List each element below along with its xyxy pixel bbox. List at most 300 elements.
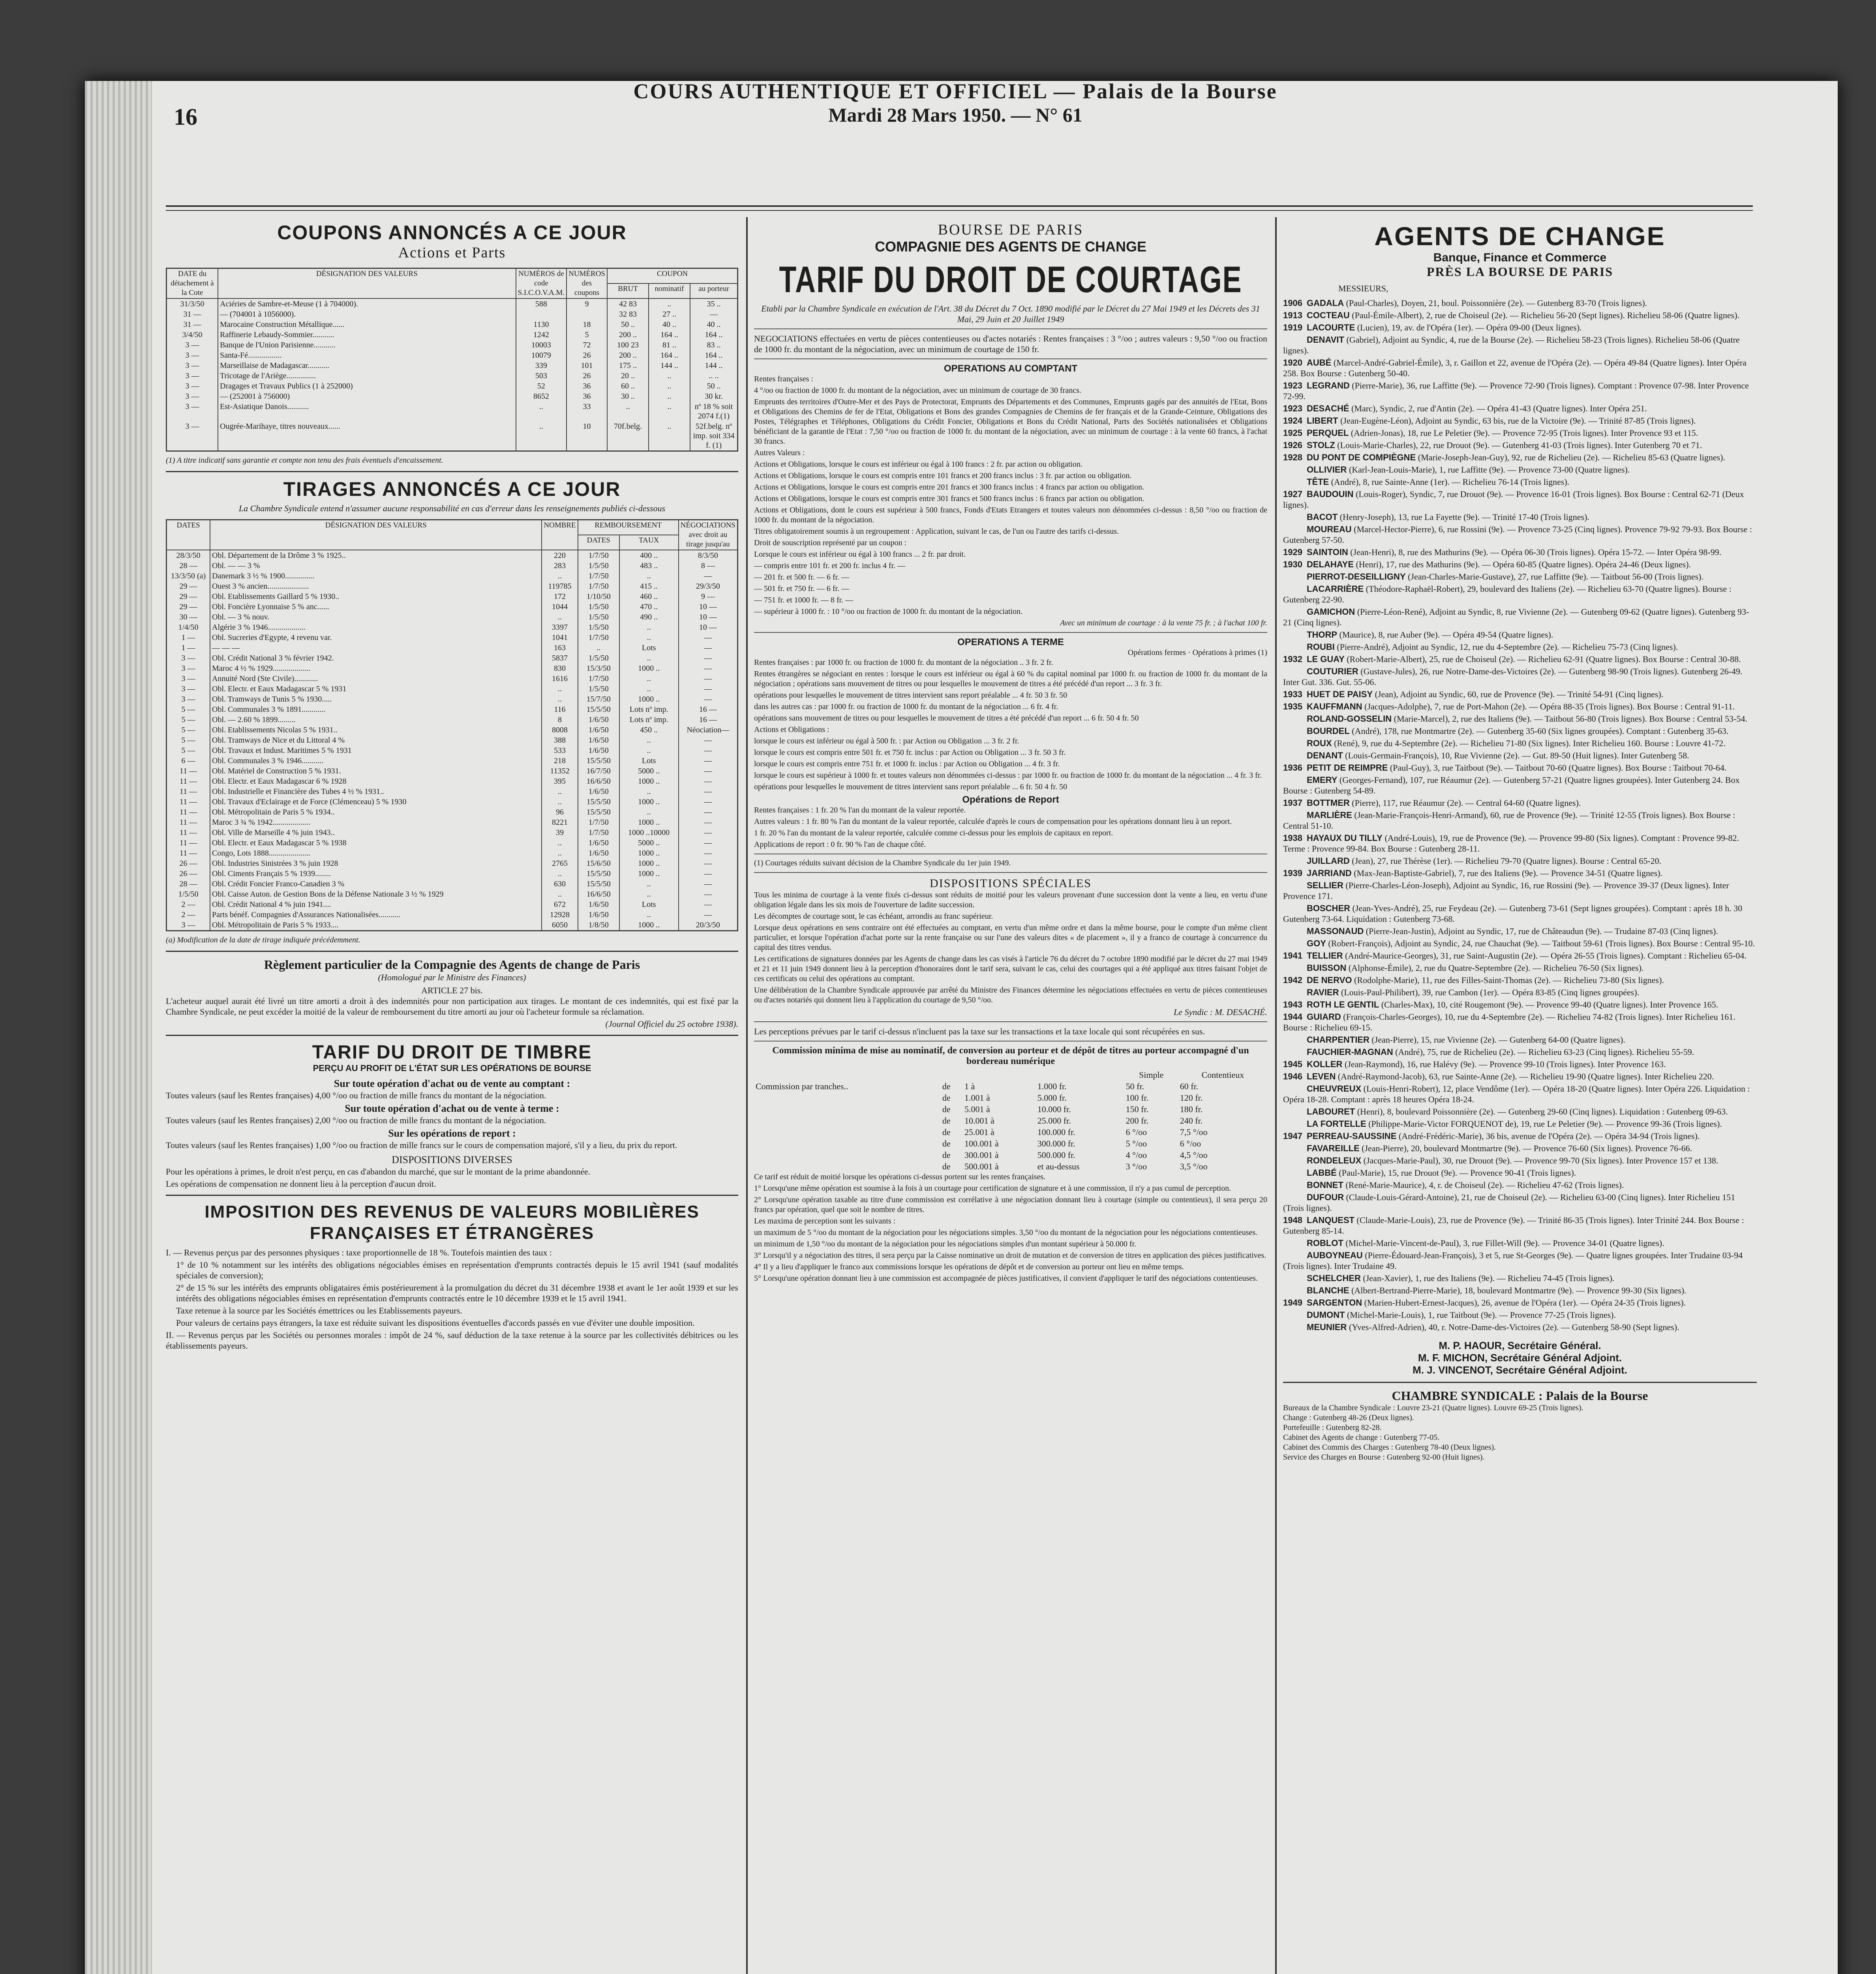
commission-row	[754, 1092, 1267, 1103]
courtage-negociations: NEGOCIATIONS effectuées en vertu de pièces contentieuses ou d'actes notariés : Rentes françaises : 3 °/oo ; autres valeurs : 9,50 °/oo ou fraction de 1000 fr. du montant de la négociation, avec un minimum de courtage de 150 fr.	[754, 334, 1267, 354]
commission-label	[754, 1161, 941, 1172]
table-cell: ..	[649, 402, 690, 421]
agent-year: 1928	[1283, 452, 1302, 462]
agent-details: (Rodolphe-Marie), 11, rue des Filles-Saint-Thomas (2e). — Richelieu 73-80 (Six lignes).	[1352, 975, 1664, 985]
agent-name: LEVEN	[1307, 1071, 1336, 1081]
agent-entry	[1283, 999, 1757, 1010]
table-cell: 395	[542, 776, 578, 786]
table-cell: 29 —	[167, 591, 210, 602]
agent-year: 1926	[1283, 440, 1302, 450]
agent-details: (Jacques-Adolphe), 7, rue de Port-Mahon (2e). — Opéra 88-35 (Trois lignes). Box Bourse : Central 91-11.	[1362, 702, 1735, 711]
table-cell: Obl. Ciments Français 5 % 1939........	[210, 869, 542, 879]
table-cell: 1041	[542, 632, 578, 643]
table-cell: 1/7/50	[578, 550, 619, 561]
table-cell: Danemark 3 ½ % 1900...............	[210, 571, 542, 581]
comptant-line: Droit de souscription représenté par un coupon :	[754, 539, 907, 547]
agent-entry	[1283, 726, 1757, 736]
imposition-text: 1° de 10 % notamment sur les intérêts des obligations négociables émises en représentation d'emprunts contractés depuis le 15 avril 1941 (sauf modalités spéciales de conversion);	[176, 1260, 738, 1280]
table-cell: 27 ..	[649, 309, 690, 319]
agent-year: 1945	[1283, 1059, 1302, 1069]
agent-entry	[1283, 1250, 1757, 1271]
table-cell: Obl. Etablissements Nicolas 5 % 1931..	[210, 725, 542, 735]
agent-name: RONDELEUX	[1307, 1156, 1362, 1165]
agent-entry	[1283, 322, 1757, 333]
timbre-text: Toutes valeurs (sauf les Rentes françaises) 1,00 °/oo ou fraction de mille francs sur le cours de compensation majoré, s'il y a lieu, du prix du report.	[166, 1140, 677, 1150]
table-cell: 3 —	[167, 920, 210, 931]
table-cell: Lots	[619, 756, 679, 766]
report-lines	[754, 805, 1267, 850]
coupon-group-header: COUPON	[607, 268, 738, 284]
agent-name: DUFOUR	[1307, 1192, 1344, 1202]
col-header: NUMÉROS des coupons	[567, 268, 607, 299]
table-cell: ..	[619, 786, 679, 797]
table-cell: 5000 ..	[619, 838, 679, 848]
commission-cell: 3 °/oo	[1126, 1162, 1147, 1171]
table-cell: 3397	[542, 622, 578, 632]
table-cell: ..	[542, 848, 578, 858]
agent-name: GADALA	[1307, 298, 1344, 308]
table-cell: — (252001 à 756000)	[218, 391, 516, 402]
terme-col-primes: Opérations à primes (1)	[1192, 648, 1267, 657]
agent-name: COCTEAU	[1307, 310, 1350, 320]
agent-details: (Paul-Marie), 15, rue Drouot (9e). — Provence 90-41 (Trois lignes).	[1336, 1168, 1576, 1178]
commission-cell: 25.001 à	[964, 1127, 994, 1137]
table-cell: ..	[542, 694, 578, 704]
table-cell: 11 —	[167, 786, 210, 797]
table-cell: 1/8/50	[578, 920, 619, 931]
table-cell: 1616	[542, 674, 578, 684]
comptant-line: Rentes françaises :	[754, 375, 813, 383]
terme-title: OPERATIONS A TERME	[957, 637, 1064, 647]
table-cell: 1/5/50	[167, 889, 210, 899]
table-cell: 30 kr.	[690, 391, 738, 402]
table-cell: 8008	[542, 725, 578, 735]
agent-name: DESACHÉ	[1307, 403, 1349, 413]
commission-row	[754, 1081, 1267, 1092]
agents-list	[1283, 298, 1757, 1332]
coupons-table	[166, 268, 738, 452]
agent-name: BOTTMER	[1307, 798, 1350, 808]
agent-year: 1920	[1283, 358, 1302, 368]
commission-cell: 150 fr.	[1126, 1104, 1149, 1114]
reglement-subtitle: (Homologué par le Ministre des Finances)	[378, 972, 526, 982]
agent-details: (Yves-Alfred-Adrien), 40, r. Notre-Dame-des-Victoires (2e). — Gutenberg 58-90 (Sept lignes).	[1347, 1322, 1679, 1332]
agent-name: LA FORTELLE	[1307, 1119, 1366, 1129]
report-line: 1 fr. 20 % l'an du montant de la valeur reportée, calculée comme ci-dessus pour les emplois de capitaux en report.	[754, 829, 1113, 837]
table-cell: 1/10/50	[578, 591, 619, 602]
table-cell: 10079	[516, 350, 567, 360]
agent-year: 1930	[1283, 559, 1302, 569]
courtage-footnote: (1) Courtages réduits suivant décision de la Chambre Syndicale du 1er juin 1949.	[754, 859, 1011, 867]
table-cell: 415 ..	[619, 581, 679, 591]
table-cell: 1000 ..	[619, 920, 679, 931]
commission-note: Les maxima de perception sont les suivants :	[754, 1217, 896, 1225]
page-header	[166, 79, 1745, 126]
table-cell: 5 —	[167, 725, 210, 735]
agent-name: DE NERVO	[1307, 975, 1352, 985]
agent-name: SELLIER	[1307, 880, 1343, 890]
agent-entry	[1283, 856, 1757, 866]
table-cell: 52	[516, 381, 567, 391]
agent-entry	[1283, 750, 1757, 761]
agent-name: DU PONT DE COMPIÈGNE	[1307, 452, 1416, 462]
table-cell: —	[679, 684, 738, 694]
col-header: NUMÉROS de code S.I.C.O.V.A.M.	[516, 268, 567, 299]
table-cell: 1000 ..	[619, 869, 679, 879]
commission-note: 2° Lorsqu'une opération taxable au titre d'une commission est corrélative à une négociation donnant lieu à courtage (simple ou contentieux), il sera perçu 20 francs par opération, quel que soit le nombre de titres.	[754, 1195, 1267, 1214]
agent-details: (Alphonse-Émile), 2, rue du Quatre-Septembre (2e). — Richelieu 76-50 (Six lignes).	[1346, 963, 1644, 973]
terme-line: lorsque le cours est compris entre 751 fr. et 1000 fr. inclus : par Action ou Obligation ... 4 fr. 3 fr.	[754, 760, 1060, 768]
agent-name: DUMONT	[1307, 1310, 1345, 1320]
table-cell: Obl. Communales 3 % 1946...........	[210, 756, 542, 766]
agent-name: BOURDEL	[1307, 726, 1350, 736]
table-cell: 218	[542, 756, 578, 766]
commission-cell: 120 fr.	[1180, 1093, 1203, 1103]
agent-name: SARGENTON	[1307, 1298, 1362, 1308]
commission-cell: 100 fr.	[1126, 1093, 1149, 1103]
agent-year: 1941	[1283, 951, 1302, 961]
agent-details: (Henri), 17, rue des Mathurins (9e). — Opéra 60-85 (Quatre lignes). Opéra 24-46 (Deux lignes).	[1354, 559, 1691, 569]
timbre-subtitle: PERÇU AU PROFIT DE L'ÉTAT SUR LES OPÉRATIONS DE BOURSE	[313, 1063, 591, 1073]
agent-entry	[1283, 775, 1757, 796]
agent-name: KOLLER	[1307, 1059, 1343, 1069]
column-divider	[1275, 217, 1277, 1974]
comptant-line: — supérieur à 1000 fr. : 10 °/oo ou fraction de 1000 fr. du montant de la négociation.	[754, 607, 1023, 616]
comptant-line: Emprunts des territoires d'Outre-Mer et des Pays de Protectorat, Emprunts des Départements et des Communes, Emprunts gagés par des annuités de l'Etat, Bons et Obligations des Chemins de fer de l'Etat, Obligations et Bons des grandes Compagnies de Chemins de fer français et de la Grande-Ceinture, Obligations des Postes, Télégraphes et Téléphones, Obligations du Crédit Foncier, Obligations et Bons du Crédit National, Parts des Sociétés nationalisées et Obligations bénéficiant de la garantie de l'Etat : 7,50 °/oo ou fraction de 1000 fr. du montant de la négociation, avec un minimum de courtage : à la vente 60 francs, à l'achat 30 francs.	[754, 398, 1267, 446]
commission-cell: de	[942, 1093, 951, 1103]
table-cell: 483 ..	[619, 561, 679, 571]
courtage-title: TARIF DU DROIT DE COURTAGE	[779, 259, 1242, 300]
table-cell: 11 —	[167, 797, 210, 807]
table-cell: Raffinerie Lebaudy-Sommier...........	[218, 330, 516, 340]
table-cell: Obl. Ville de Marseille 4 % juin 1943..	[210, 828, 542, 838]
agent-entry	[1283, 1285, 1757, 1296]
table-cell: 1/5/50	[578, 622, 619, 632]
comptant-line: Actions et Obligations, lorsque le cours est compris entre 101 francs et 200 francs inclus : 3 fr. par action ou obligation.	[754, 471, 1132, 480]
agent-name: BUISSON	[1307, 963, 1347, 973]
agent-year: 1948	[1283, 1215, 1302, 1225]
agent-entry	[1283, 654, 1757, 664]
agent-year: 1927	[1283, 489, 1302, 499]
table-cell: ..	[619, 684, 679, 694]
agent-name: OLLIVIER	[1307, 465, 1347, 475]
table-cell: 16 —	[679, 704, 738, 715]
table-cell: 8	[542, 715, 578, 725]
agent-details: (Pierre-Charles-Léon-Joseph), Adjoint au Syndic, 16, rue Rossini (9e). — Provence 39-37 (Deux lignes). Inter Provence 171.	[1283, 880, 1729, 901]
table-cell: 26	[567, 371, 607, 381]
commission-cell: de	[942, 1127, 951, 1137]
table-cell: 1 —	[167, 632, 210, 643]
tirage-row	[167, 715, 738, 725]
agent-name: DENAVIT	[1307, 335, 1344, 345]
table-cell: Aciéries de Sambre-et-Meuse (1 à 704000).	[218, 298, 516, 309]
agent-details: (Henry-Joseph), 13, rue La Fayette (9e). — Trinité 17-40 (Trois lignes).	[1338, 512, 1589, 522]
table-cell: 1044	[542, 602, 578, 612]
page-number: 16	[174, 104, 197, 130]
table-cell: 164 ..	[649, 350, 690, 360]
tirage-row	[167, 571, 738, 581]
table-cell: 470 ..	[619, 602, 679, 612]
table-cell: 1/5/50	[578, 612, 619, 622]
agent-name: ROBLOT	[1307, 1238, 1343, 1248]
col-header: au porteur	[690, 283, 738, 298]
coupon-row	[167, 381, 738, 391]
courtage-intro: Etabli par la Chambre Syndicale en exécution de l'Art. 38 du Décret du 7 Oct. 1890 modifié par le Décret du 27 Mai 1949 et les Décrets des 31 Mai, 29 Juin et 20 Juillet 1949	[761, 304, 1260, 324]
agent-entry	[1283, 797, 1757, 808]
comptant-line: — compris entre 101 fr. et 200 fr. inclus 4 fr. —	[754, 561, 906, 570]
table-cell: 2 —	[167, 910, 210, 920]
agent-name: AUBOYNEAU	[1307, 1250, 1363, 1260]
officer-line: M. P. HAOUR, Secrétaire Général.	[1439, 1340, 1601, 1351]
right-column	[1283, 217, 1757, 1974]
table-cell: Obl. Tramways de Nice et du Littoral 4 %	[210, 735, 542, 745]
tirage-row	[167, 745, 738, 756]
reglement-ref: (Journal Officiel du 25 octobre 1938).	[605, 1019, 738, 1029]
tirage-row	[167, 899, 738, 910]
table-cell: 1/4/50	[167, 622, 210, 632]
table-cell: Lots	[619, 643, 679, 653]
agent-name: GUIARD	[1307, 1012, 1341, 1022]
table-cell: 283	[542, 561, 578, 571]
commission-cell: 100.001 à	[964, 1139, 999, 1148]
table-cell: 1000 ..	[619, 694, 679, 704]
agent-entry	[1283, 810, 1757, 831]
column-divider	[746, 217, 748, 1974]
agent-details: (Gabriel), Adjoint au Syndic, 4, rue de la Bourse (2e). — Richelieu 58-23 (Trois lignes). Richelieu 58-06 (Quatre lignes).	[1283, 335, 1740, 355]
table-cell: 3 —	[167, 340, 218, 350]
tirage-row	[167, 550, 738, 561]
agent-details: (Jean-Marie-François-Henri-Armand), 60, rue de Provence (9e). — Trinité 12-55 (Trois lignes). Box Bourse : Central 51-10.	[1283, 810, 1735, 831]
commission-cell: 10.001 à	[964, 1116, 994, 1126]
agent-details: (Karl-Jean-Louis-Marie), 1, rue Laffitte (9e). — Provence 73-00 (Quatre lignes).	[1347, 465, 1630, 475]
agent-details: (Jean-Xavier), 1, rue des Italiens (9e). — Richelieu 74-45 (Trois lignes).	[1360, 1273, 1615, 1283]
comptant-line: — 201 fr. et 500 fr. — 6 fr. —	[754, 573, 850, 582]
table-cell: 1000 ..	[619, 776, 679, 786]
agent-name: CHEUVREUX	[1307, 1084, 1362, 1094]
officers-list	[1283, 1340, 1757, 1376]
agent-details: (René-Marie-Maurice), 4, r. de Choiseul (2e). — Richelieu 47-62 (Trois lignes).	[1343, 1180, 1624, 1190]
table-cell: —	[679, 745, 738, 756]
chambre-lines	[1283, 1403, 1757, 1462]
agent-entry	[1283, 713, 1757, 724]
table-cell: 3 —	[167, 653, 210, 663]
table-cell	[516, 309, 567, 319]
tirages-title: TIRAGES ANNONCÉS A CE JOUR	[283, 478, 621, 500]
terme-line: lorsque le cours est compris entre 501 fr. et 750 fr. inclus : par Action ou Obligation ... 3 fr. 50 3 fr.	[754, 748, 1066, 757]
coupons-title: COUPONS ANNONCÉS A CE JOUR	[277, 221, 627, 244]
table-cell: 20 ..	[607, 371, 649, 381]
coupons-rows	[167, 298, 738, 451]
table-cell: 1 —	[167, 643, 210, 653]
table-cell: Maroc 3 ¾ % 1942...................	[210, 817, 542, 828]
table-cell: Obl. Electr. et Eaux Madagascar 5 % 1938	[210, 838, 542, 848]
agent-name: JUILLARD	[1307, 856, 1350, 866]
table-cell: 96	[542, 807, 578, 817]
agent-year: 1923	[1283, 403, 1302, 413]
agent-details: (Jean-Raymond), 16, rue Halévy (9e). — Provence 99-10 (Trois lignes). Inter Provence 163.	[1342, 1059, 1666, 1069]
imposition-text: Taxe retenue à la source par les Sociétés émettrices ou les Etablissements payeurs.	[176, 1306, 462, 1315]
tirage-row	[167, 622, 738, 632]
table-cell: —	[679, 889, 738, 899]
table-cell: Obl. Travaux d'Eclairage et de Force (Clémenceau) 5 % 1930	[210, 797, 542, 807]
commission-cell: de	[942, 1081, 951, 1091]
table-cell: ..	[542, 889, 578, 899]
table-cell: 3 —	[167, 694, 210, 704]
table-cell: Obl. Etablissements Gaillard 5 % 1930..	[210, 591, 542, 602]
table-cell: 10 —	[679, 602, 738, 612]
table-cell: ..	[516, 402, 567, 421]
commission-cell: 1 à	[964, 1081, 975, 1091]
agent-entry	[1283, 1297, 1757, 1308]
table-cell: 1/7/50	[578, 581, 619, 591]
commission-note: un minimum de 1,50 °/oo du montant de la négociation pour les négociations simples d'un montant supérieur à 50.000 fr.	[754, 1240, 1137, 1248]
table-cell: 30 ..	[607, 391, 649, 402]
agent-entry	[1283, 403, 1757, 414]
report-title: Opérations de Report	[962, 794, 1059, 805]
agent-entry	[1283, 950, 1757, 961]
agent-details: (Marie-Joseph-Jean-Guy), 92, rue de Richelieu (2e). — Richelieu 85-63 (Quatre lignes).	[1416, 452, 1726, 462]
table-cell: 1/5/50	[578, 684, 619, 694]
terme-col-fermes: Opérations fermes	[1127, 648, 1186, 657]
table-cell: 16/7/50	[578, 766, 619, 776]
table-cell: 1000 ..	[619, 797, 679, 807]
comptant-line: — 501 fr. et 750 fr. — 6 fr. —	[754, 584, 850, 593]
header-rule	[166, 205, 1753, 207]
chambre-line: Portefeuille : Gutenberg 82-28.	[1283, 1423, 1382, 1432]
table-cell: 28 —	[167, 561, 210, 571]
agent-details: (Marcel-Hector-Pierre), 6, rue Rossini (9e). — Provence 73-25 (Cinq lignes). Provence 79-92 79-93. Box Bourse : Gutenberg 57-50.	[1283, 524, 1752, 545]
agent-name: BOSCHER	[1307, 903, 1351, 913]
agent-entry	[1283, 1034, 1757, 1045]
agent-entry	[1283, 903, 1757, 924]
agent-year: 1929	[1283, 547, 1302, 557]
table-cell: 1/7/50	[578, 632, 619, 643]
commission-title: Commission minima de mise au nominatif, de conversion au porteur et de dépôt de titres au porteur accompagné d'un bordereau numérique	[772, 1045, 1249, 1066]
agent-name: MASSONAUD	[1307, 926, 1364, 936]
table-cell: 29 —	[167, 581, 210, 591]
coupons-subtitle: Actions et Parts	[398, 244, 506, 261]
coupon-row	[167, 360, 738, 371]
tirage-row	[167, 920, 738, 931]
commission-label	[754, 1138, 941, 1149]
table-cell: .. ..	[690, 371, 738, 381]
agent-entry	[1283, 1047, 1757, 1057]
page-stack-edge	[85, 81, 152, 1974]
commission-cell: 6 °/oo	[1180, 1139, 1201, 1148]
table-cell: 1000 ..	[619, 858, 679, 869]
agent-name: THORP	[1307, 630, 1337, 640]
agent-name: EMERY	[1307, 775, 1338, 785]
commission-cell: 3,5 °/oo	[1180, 1162, 1208, 1171]
agent-name: ROUX	[1307, 738, 1332, 748]
table-cell: 588	[516, 298, 567, 309]
tirage-row	[167, 807, 738, 817]
col-header: DATE du détachement à la Cote	[167, 268, 218, 299]
commission-cell: 6 °/oo	[1126, 1127, 1147, 1137]
tirage-row	[167, 561, 738, 571]
commission-note: 3° Lorsqu'il y a négociation des titres, il sera perçu par la Caisse nominative un droit de mutation et de conversion de titres en application des pièces justificatives.	[754, 1251, 1266, 1260]
col-header: DÉSIGNATION DES VALEURS	[218, 268, 516, 299]
commission-col-simple: Simple	[1139, 1070, 1164, 1080]
coupon-row	[167, 298, 738, 309]
table-cell: 29 —	[167, 602, 210, 612]
disposition-line: Lorsque deux opérations en sens contraire ont été effectuées au comptant, en vertu d'un même ordre et dans la même bourse, pour le compte d'un même client particulier, et lorsque l'opération d'achat porte sur la rente française ou sur l'une des valeurs dites « de placement », il y a franco de courtage à concurrence du capital des titres vendus.	[754, 923, 1267, 952]
table-cell: 11 —	[167, 828, 210, 838]
table-cell: Obl. Travaux et Indust. Maritimes 5 % 1931	[210, 745, 542, 756]
agent-year: 1938	[1283, 833, 1302, 843]
agent-year: 1937	[1283, 798, 1302, 808]
table-cell: —	[679, 776, 738, 786]
agent-details: (Paul-Guy), 3, rue Taitbout (9e). — Taitbout 70-60 (Quatre lignes). Box Bourse : Taitbout 70-64.	[1388, 763, 1727, 773]
remb-group-header: REMBOURSEMENT	[578, 520, 679, 535]
tirage-row	[167, 828, 738, 838]
disposition-line: Les certifications de signatures données par les Agents de change dans les cas visés à l'article 76 du décret du 7 octobre 1890 modifié par le décret du 27 mai 1949 et 21 et 11 juin 1949 donnent lieu à la perception d'honoraires dont le tarif sera, suivant le cas, celui des courtages qui a été appliqué aux titres faisant l'objet de ces certificats ou celui des opérations au comptant.	[754, 955, 1267, 983]
table-cell: Santa-Fé.................	[218, 350, 516, 360]
coupons-footnote: (1) A titre indicatif sans garantie et compte non tenu des frais éventuels d'encaissement.	[166, 456, 443, 465]
table-cell: 144 ..	[690, 360, 738, 371]
table-cell: ..	[619, 807, 679, 817]
table-cell: 8221	[542, 817, 578, 828]
agent-details: (Louis-Marie-Charles), 22, rue Drouot (9e). — Gutenberg 41-03 (Trois lignes). Inter Gutenberg 70 et 71.	[1335, 440, 1702, 450]
agent-name: MARLIÈRE	[1307, 810, 1352, 820]
table-cell: 81 ..	[649, 340, 690, 350]
table-cell: 40 ..	[649, 319, 690, 330]
agent-details: (Jean-Charles-Marie-Gustave), 27, rue Laffitte (9e). — Taitbout 56-00 (Trois lignes).	[1405, 572, 1704, 582]
commission-cell: de	[942, 1139, 951, 1148]
agent-name: AUBÉ	[1307, 358, 1332, 368]
table-cell: 42 83	[607, 298, 649, 309]
commission-label	[754, 1126, 941, 1138]
agent-entry	[1283, 1167, 1757, 1178]
agent-details: (Robert-François), Adjoint au Syndic, 24, rue Chauchat (9e). — Taitbout 59-61 (Trois lignes). Box Bourse : Central 95-10.	[1326, 938, 1755, 948]
table-cell: 3 —	[167, 371, 218, 381]
table-cell: Lots	[619, 899, 679, 910]
table-cell: 339	[516, 360, 567, 371]
disposition-line: Les décomptes de courtage sont, le cas échéant, arrondis au franc supérieur.	[754, 912, 993, 921]
table-cell: Obl. Foncière Lyonnaise 5 % anc......	[210, 602, 542, 612]
agent-details: (Henri), 8, boulevard Poissonnière (2e). — Gutenberg 29-60 (Cinq lignes). Liquidation : Gutenberg 09-63.	[1355, 1107, 1728, 1116]
commission-cell: 240 fr.	[1180, 1116, 1203, 1126]
agent-entry	[1283, 512, 1757, 522]
table-cell: 1/6/50	[578, 848, 619, 858]
agent-entry	[1283, 629, 1757, 640]
commission-label	[754, 1115, 941, 1126]
table-cell: Obl. Communales 3 % 1891............	[210, 704, 542, 715]
agent-details: (Jean), Adjoint au Syndic, 60, rue de Provence (9e). — Trinité 54-91 (Cinq lignes).	[1373, 689, 1664, 699]
table-cell: ..	[542, 571, 578, 581]
table-cell: Algérie 3 % 1946...................	[210, 622, 542, 632]
agent-details: (Pierre-Jean-Justin), Adjoint au Syndic, 17, rue de Châteaudun (9e). — Trudaine 87-03 (Cinq lignes).	[1364, 926, 1718, 936]
table-cell: —	[679, 632, 738, 643]
tirage-row	[167, 694, 738, 704]
commission-cell: 100.000 fr.	[1037, 1127, 1075, 1137]
timbre-section-heading: Sur toute opération d'achat ou de vente à terme :	[345, 1103, 559, 1114]
timbre-text: Toutes valeurs (sauf les Rentes françaises) 4,00 °/oo ou fraction de mille francs du montant de la négociation.	[166, 1090, 546, 1100]
agent-entry	[1283, 689, 1757, 700]
table-cell: 533	[542, 745, 578, 756]
agent-details: (Louis-Germain-François), 10, Rue Vivienne (2e). — Gut. 89-50 (Huit lignes). Inter Gutenberg 58.	[1343, 751, 1689, 760]
agent-name: DELAHAYE	[1307, 559, 1354, 569]
timbre-dispo-text: Pour les opérations à primes, le droit n'est perçu, en cas d'abandon du marché, que sur le montant de la prime abandonnée.	[166, 1167, 591, 1177]
commission-row	[754, 1149, 1267, 1161]
commission-row	[754, 1126, 1267, 1138]
table-cell: 72	[567, 340, 607, 350]
left-column	[166, 217, 738, 1974]
tirage-row	[167, 869, 738, 879]
coupon-row	[167, 402, 738, 421]
commission-cell: 1.000 fr.	[1037, 1081, 1067, 1091]
commission-row	[754, 1138, 1267, 1149]
